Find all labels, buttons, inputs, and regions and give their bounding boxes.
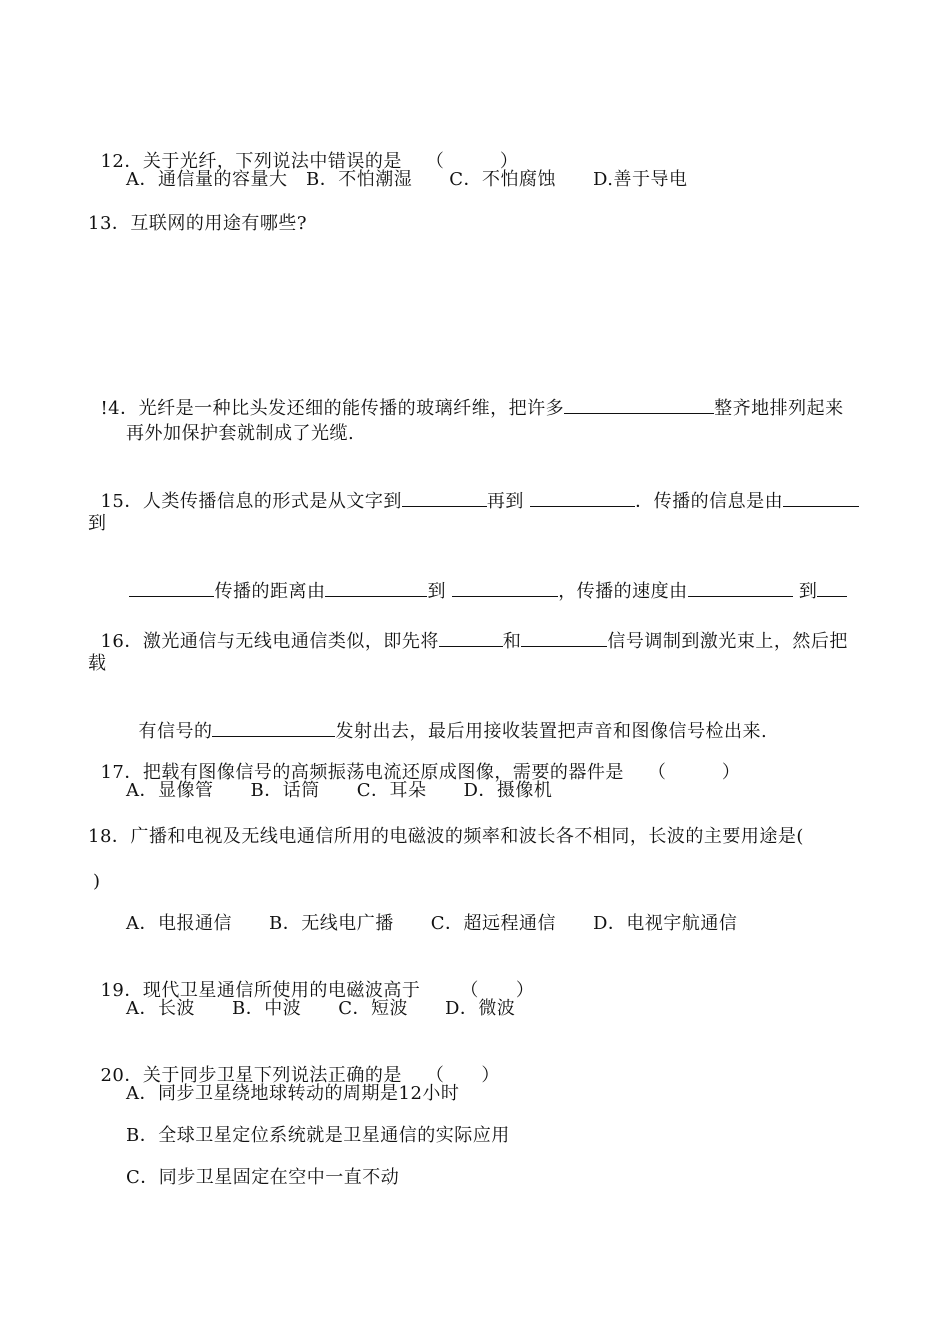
question-18: 18．广播和电视及无线电通信所用的电磁波的频率和波长各不相同，长波的主要用途是( bbox=[88, 826, 804, 847]
fill-blank bbox=[521, 628, 607, 647]
fill-blank bbox=[564, 395, 714, 414]
question-12 bbox=[88, 126, 519, 172]
fill-blank bbox=[439, 628, 503, 647]
question-15: 15．人类传播信息的形式是从文字到 再到 ．传播的信息是由 bbox=[88, 464, 859, 488]
question-16-line2: 载 bbox=[88, 653, 107, 674]
fill-blank bbox=[530, 488, 635, 507]
question-18-options: A．电报通信 B．无线电广播 C．超远程通信 D．电视宇航通信 bbox=[126, 913, 738, 934]
question-12-stem: 12．关于光纤，下列说法中错误的是 bbox=[100, 151, 402, 172]
question-15-line2: 到 bbox=[88, 513, 107, 534]
question-20-option-b: B．全球卫星定位系统就是卫星通信的实际应用 bbox=[126, 1125, 510, 1146]
question-14: !4．光纤是一种比头发还细的能传播的玻璃纤维，把许多 整齐地排列起来 bbox=[88, 371, 844, 395]
question-13: 13．互联网的用途有哪些? bbox=[88, 213, 308, 234]
question-12-answer-paren: （ ） bbox=[425, 151, 519, 172]
fill-blank bbox=[452, 578, 558, 597]
question-19: 19．现代卫星通信所使用的电磁波高于 （ ） bbox=[100, 980, 535, 1001]
question-19-options: A．长波 B．中波 C．短波 D．微波 bbox=[126, 998, 516, 1019]
fill-blank bbox=[688, 578, 793, 597]
fill-blank bbox=[212, 718, 335, 737]
question-17-answer-paren: （ ） bbox=[647, 762, 741, 783]
question-17-options: A．显像管 B．话筒 C．耳朵 D．摄像机 bbox=[126, 780, 553, 801]
fill-blank bbox=[783, 488, 859, 507]
question-12-options: A．通信量的容量大 B．不怕潮湿 C．不怕腐蚀 D.善于导电 bbox=[126, 169, 688, 190]
question-20-option-a: A．同步卫星绕地球转动的周期是12小时 bbox=[126, 1083, 460, 1104]
question-17: 17．把载有图像信号的高频振荡电流还原成图像，需要的器件是 （ ） bbox=[100, 762, 741, 783]
question-15-line3: 传播的距离由 到 ，传播的速度由 到 bbox=[117, 554, 847, 578]
question-20-answer-paren: （ ） bbox=[425, 1065, 500, 1086]
question-20: 20．关于同步卫星下列说法正确的是 （ ） bbox=[100, 1065, 500, 1086]
question-16-line3: 有信号的 发射出去，最后用接收装置把声音和图像信号检出来. bbox=[126, 694, 767, 718]
question-20-option-c: C．同步卫星固定在空中一直不动 bbox=[126, 1167, 400, 1188]
fill-blank bbox=[402, 488, 487, 507]
question-18-line2: ) bbox=[93, 871, 101, 892]
fill-blank bbox=[817, 578, 847, 597]
question-14-line2: 再外加保护套就制成了光缆. bbox=[126, 423, 355, 444]
question-16: 16．激光通信与无线电通信类似，即先将 和 信号调制到激光束上，然后把 bbox=[88, 604, 848, 628]
fill-blank bbox=[325, 578, 427, 597]
question-19-answer-paren: （ ） bbox=[460, 980, 535, 1001]
fill-blank bbox=[129, 578, 214, 597]
